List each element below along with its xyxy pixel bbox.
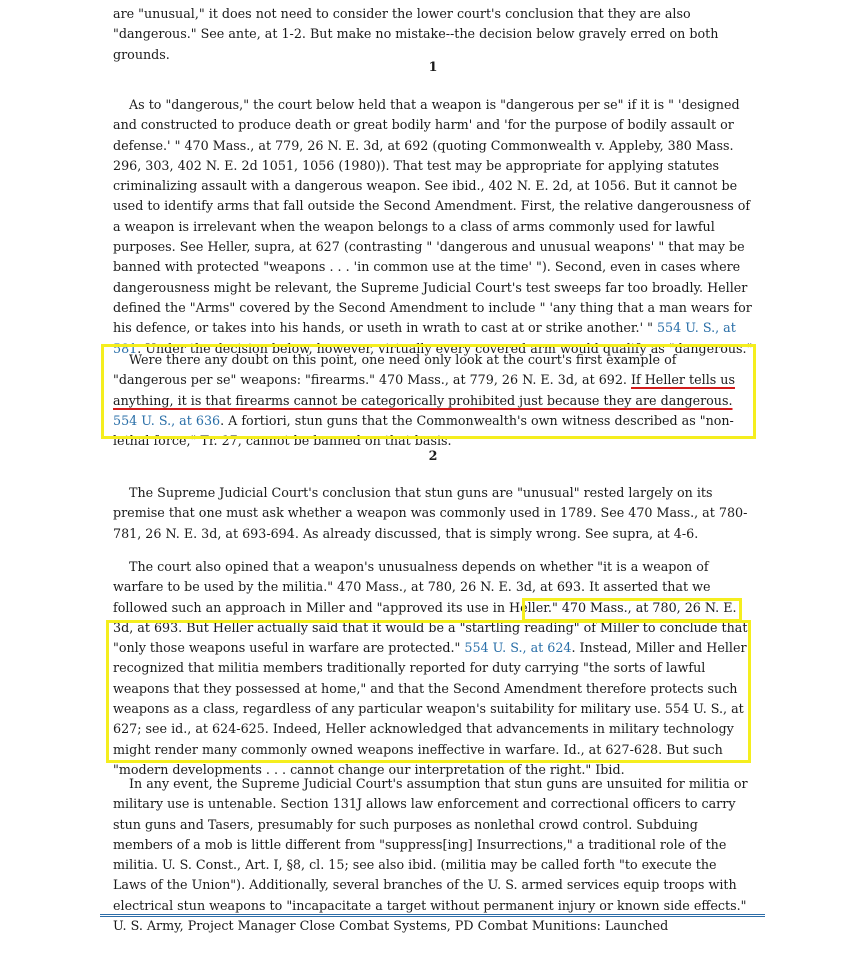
citation-link-581[interactable]: 554 U. S., at 581 [113,320,736,356]
paragraph-unusual-text: The Supreme Judicial Court's conclusion that stun guns are "unusual" rested largely on its premise that one must ask whether a weapon was commonly used in 1789. See 470 Mass., at 780-781, 26 N. E. 3d, at 693-694. As already discussed, that is simply wrong. See supra, at 4-6. [113,485,748,541]
highlighted-heller-passage-end: . Instead, Miller and Heller recognized that militia members traditionally reported for duty carrying "the sorts of lawful weapons that they possessed at home," and that the Second Amendment therefore protects such weapons as a class, regardless of any particular weapon's suitability for military use. 554 U. S., at 627; see id., at 624-625. Indeed, Heller acknowledged that advancements in military technology might render many commonly owned weapons ineffective in warfare. Id., at 627-628. But such "modern developments . . . cannot change our interpretation of the right." Ibid. [113,640,747,777]
paragraph-dangerous-text-end: . Under the decision below, however, virtually every covered arm would qualify as "dangerous." [137,340,753,356]
section-heading-2: 2 [428,448,438,463]
section-heading-1: 1 [428,59,438,74]
underlined-heller-sentence: If Heller tells us anything, it is that firearms cannot be categorically prohibited just because they are dangerous. [113,372,735,408]
highlight-box-firearms [101,344,756,439]
citation-link-624[interactable]: 554 U. S., at 624 [464,640,572,656]
paragraph-unusual [113,483,753,544]
highlight-box-heller-start [522,598,742,622]
paragraph-firearms-text-end: . A fortiori, stun guns that the Commonwealth's own witness described as "non-lethal force," Tr. 27, cannot be banned on that basis. [113,412,734,449]
paragraph-dangerous-text: As to "dangerous," the court below held that a weapon is "dangerous per se" if it is " 'designed and constructed to produce death or great bodily harm' and 'for the purpose of bodily assault or defense.' " 470 Mass., at 779, 26 N. E. 3d, at 692 (quoting Commonwealth v. Appleby, 380 Mass. 296, 303, 402 N. E. 2d 1051, 1056 (1980)). That test may be appropriate for applying statutes criminalizing assault with a dangerous weapon. See ibid., 402 N. E. 2d, at 1056. But it cannot be used to identify arms that fall outside the Second Amendment. First, the relative dangerousness of a weapon is irrelevant when the weapon belongs to a class of arms commonly used for lawful purposes. See Heller, supra, at 627 (contrasting " 'dangerous and unusual weapons' " that may be banned with protected "weapons . . . 'in common use at the time' "). Second, even in cases where dangerousness might be relevant, the Supreme Judicial Court's test sweeps far too broadly. Heller defined the "Arms" covered by the Second Amendment to include " 'any thing that a man wears for his defence, or takes into his hands, or useth in wrath to cast at or strike another.' " [113,97,752,336]
highlighted-heller-passage: But Heller actually said that it would be a "startling reading" of Miller to conclude that "only those weapons useful in warfare are protected." [113,619,748,656]
highlight-box-heller-passage [106,620,751,763]
paragraph-militia [113,774,753,936]
page-bottom-rule [100,914,765,917]
citation-link-636[interactable]: 554 U. S., at 636 [113,412,221,428]
paragraph-firearms-text: Were there any doubt on this point, one need only look at the court's first example of "dangerous per se" weapons: "firearms." 470 Mass., at 779, 26 N. E. 3d, at 692. [113,352,677,388]
paragraph-militia-text: In any event, the Supreme Judicial Court's assumption that stun guns are unsuited for militia or military use is untenable. Section 131J allows law enforcement and correctional officers to carry stun guns and Tasers, presumably for such purposes as nonlethal crowd control. Subduing members of a mob is little different from "suppress[ing] Insurrections," a traditional role of the militia. U. S. Const., Art. I, §8, cl. 15; see also ibid. (militia may be called forth "to execute the Laws of the Union"). Additionally, several branches of the U. S. armed services equip troops with electrical stun weapons to "incapacitate a target without permanent injury or known side effects." U. S. Army, Project Manager Close Combat Systems, PD Combat Munitions: Launched [113,776,748,934]
paragraph-intro-text: are "unusual," it does not need to consider the lower court's conclusion that they are also "dangerous." See ante, at 1-2. But make no mistake--the decision below gravely erred on both grounds. [113,6,719,62]
paragraph-warfare-text: The court also opined that a weapon's unusualness depends on whether "it is a weapon of warfare to be used by the militia." 470 Mass., at 780, 26 N. E. 3d, at 693. It asserted that we followed such an approach in Miller and "approved its use in Heller." 470 Mass., at 780, 26 N. E. 3d, at 693. [113,559,737,635]
paragraph-dangerous [113,95,753,359]
paragraph-intro [113,4,753,65]
